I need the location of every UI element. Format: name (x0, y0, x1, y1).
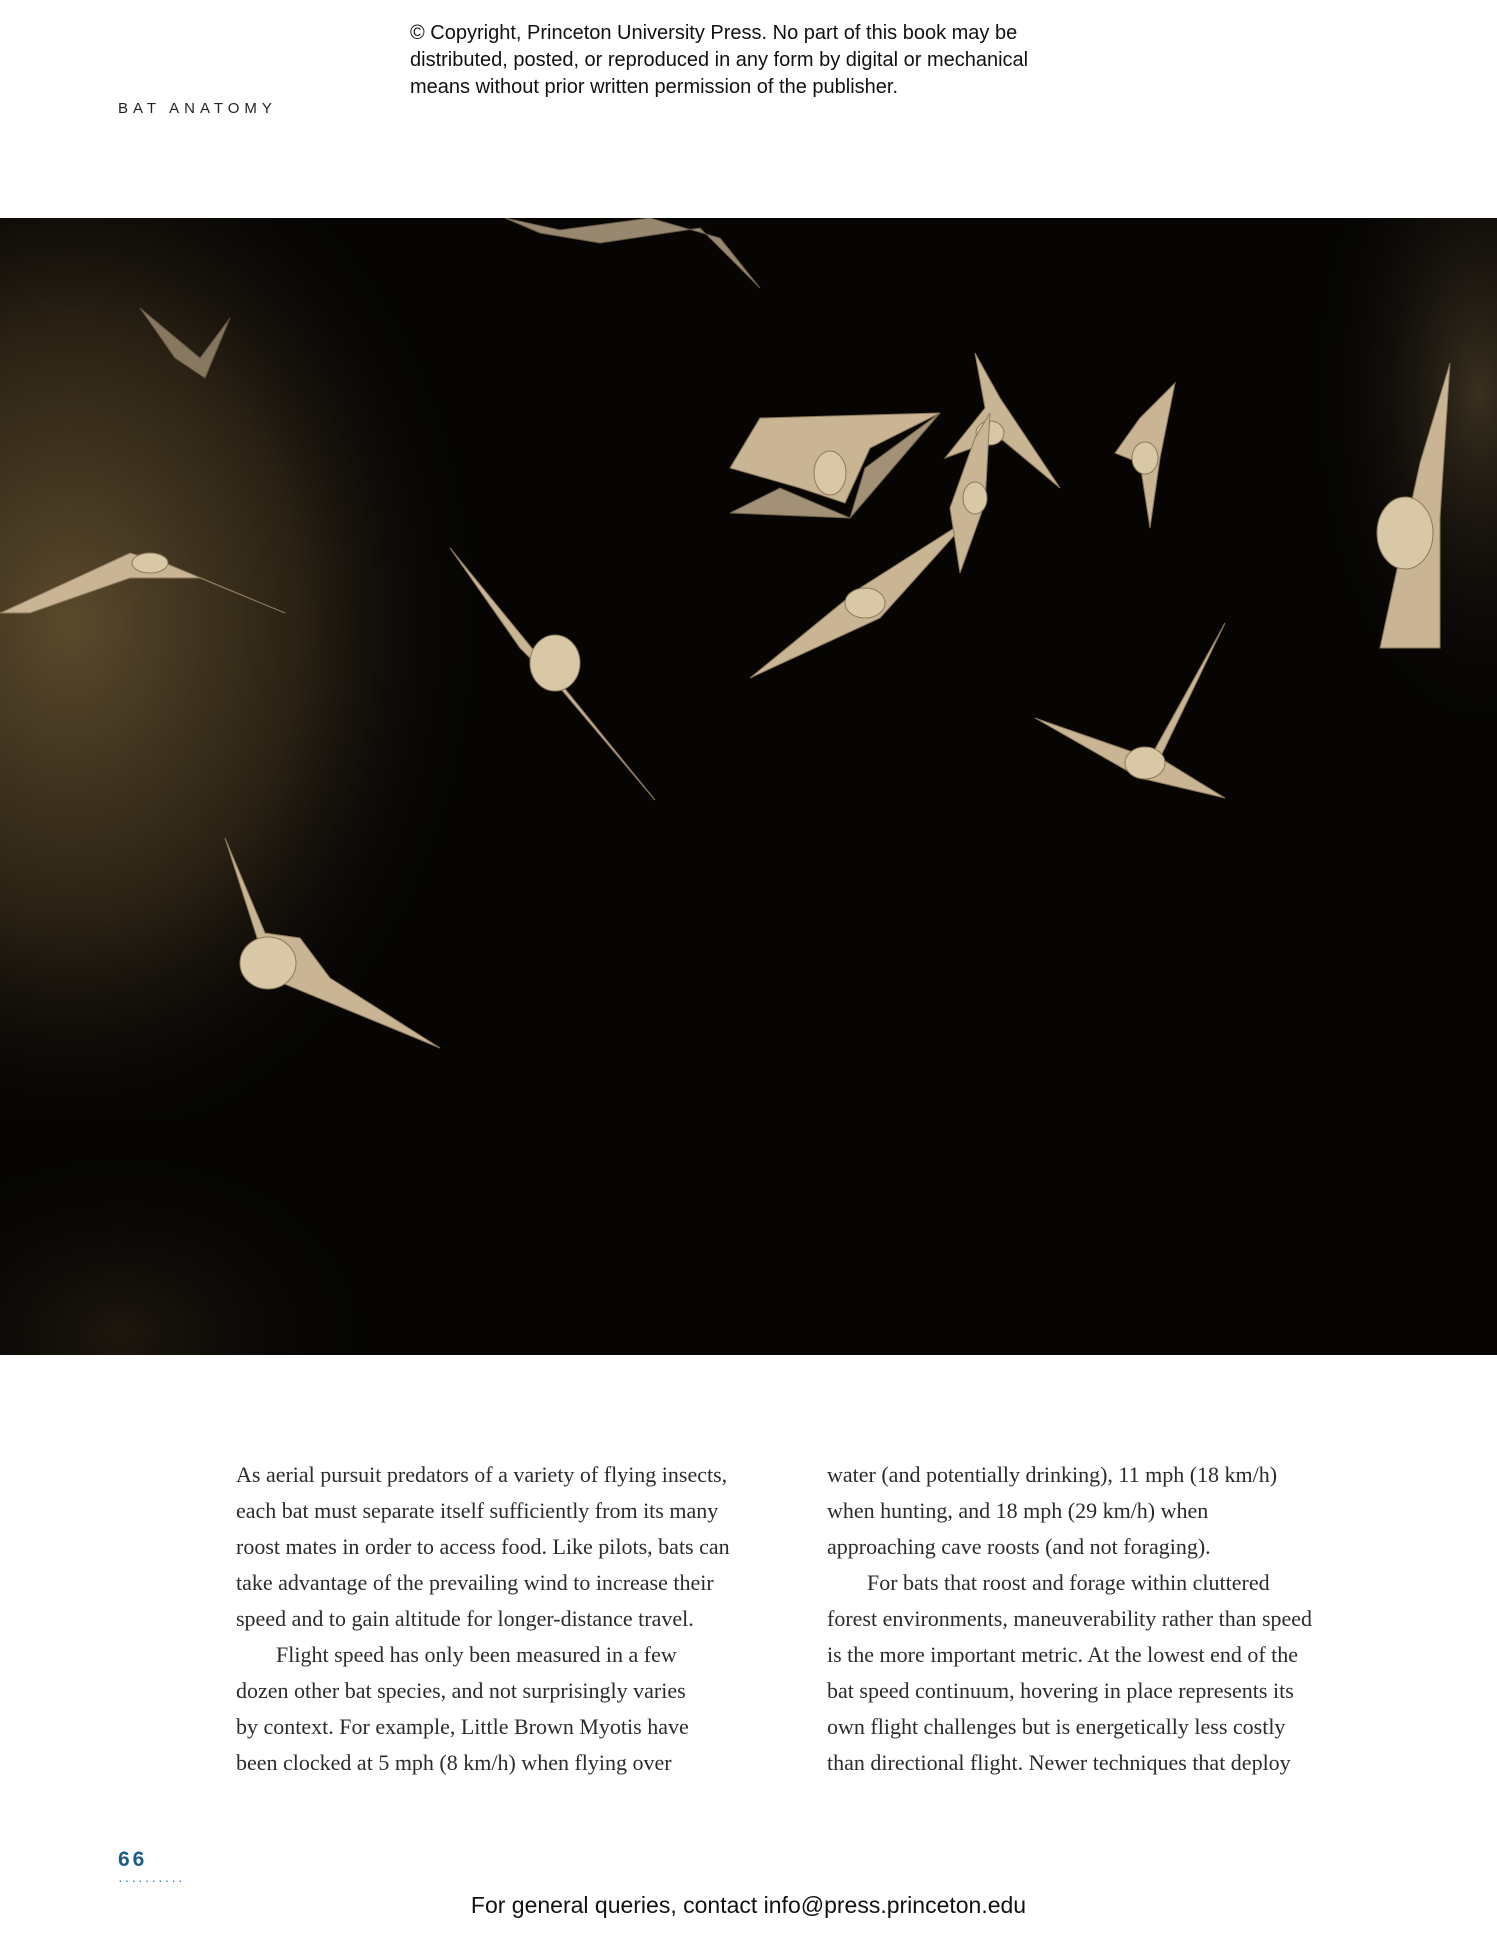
text-line: own flight challenges but is energetically less costly (827, 1714, 1286, 1739)
text-line: water (and potentially drinking), 11 mph (18 km/h) (827, 1462, 1278, 1487)
text-line: been clocked at 5 mph (8 km/h) when flying over (236, 1750, 672, 1775)
text-line: by context. For example, Little Brown Myotis have (236, 1714, 689, 1739)
photo-illustration (0, 218, 1497, 1355)
text-line: when hunting, and 18 mph (29 km/h) when (827, 1498, 1209, 1523)
text-line: is the more important metric. At the lowest end of the (827, 1642, 1299, 1667)
body-column-left (236, 1457, 781, 1781)
text-line: each bat must separate itself sufficiently from its many (236, 1498, 719, 1523)
bats-in-flight-photo (0, 218, 1497, 1355)
copyright-line: distributed, posted, or reproduced in any form by digital or mechanical (410, 49, 1029, 71)
text-line: For bats that roost and forage within cluttered (867, 1570, 1270, 1595)
page-number: 66 (118, 1848, 148, 1871)
text-line: approaching cave roosts (and not foraging). (827, 1534, 1211, 1559)
body-column-right (827, 1457, 1372, 1781)
text-line: roost mates in order to access food. Like pilots, bats can (236, 1534, 730, 1559)
copyright-line: means without prior written permission of the publisher. (410, 76, 899, 98)
text-line: dozen other bat species, and not surprisingly varies (236, 1678, 686, 1703)
footer-contact: For general queries, contact info@press.princeton.edu (470, 1892, 1027, 1918)
text-line: speed and to gain altitude for longer-distance travel. (236, 1606, 694, 1631)
text-line: than directional flight. Newer techniques that deploy (827, 1750, 1291, 1775)
page-number-dots: ·········· (118, 1872, 185, 1888)
copyright-line: © Copyright, Princeton University Press. No part of this book may be (410, 22, 1018, 44)
text-line: As aerial pursuit predators of a variety of flying insects, (236, 1462, 728, 1487)
cave-rock-right (1150, 218, 1497, 918)
copyright-notice (410, 20, 1110, 101)
text-line: take advantage of the prevailing wind to increase their (236, 1570, 714, 1595)
text-line: Flight speed has only been measured in a few (276, 1642, 677, 1667)
running-head: BAT ANATOMY (118, 100, 277, 117)
text-line: forest environments, maneuverability rather than speed (827, 1606, 1313, 1631)
text-line: bat speed continuum, hovering in place represents its (827, 1678, 1294, 1703)
